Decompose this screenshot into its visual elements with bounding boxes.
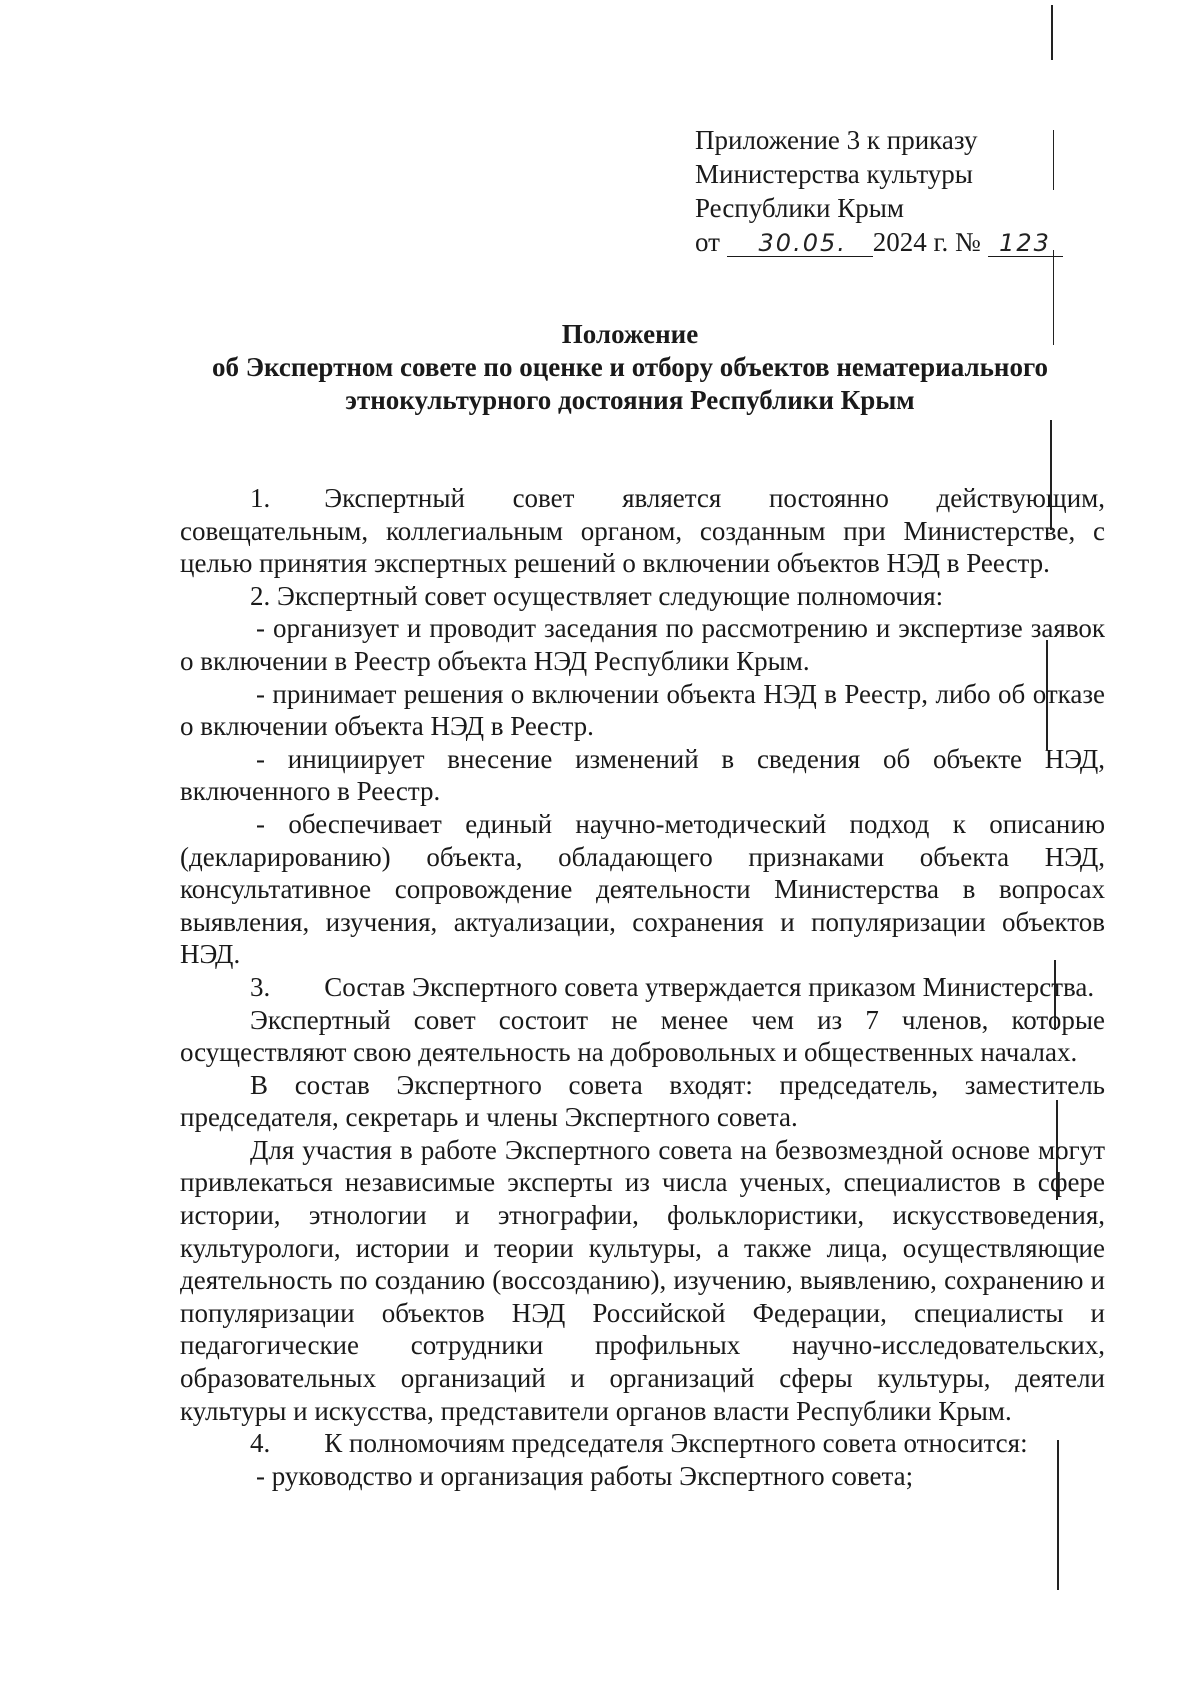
list-item: - инициирует внесение изменений в сведения об объекте НЭД, включенного в Реестр.	[180, 743, 1105, 807]
appendix-line: Республики Крым	[695, 193, 904, 223]
list-item: - обеспечивает единый научно-методический подход к описанию (декларированию) объекта, обладающего признаками объекта НЭД, консультативное сопровождение деятельности Министерства в вопросах выявления, изучения, актуализации, сохранения и популяризации объектов НЭД.	[180, 808, 1105, 970]
title-line: Положение	[561, 319, 699, 349]
appendix-line: Министерства культуры	[695, 159, 973, 189]
list-item: - руководство и организация работы Экспертного совета;	[256, 1460, 914, 1491]
order-year-number-label: 2024 г. №	[872, 227, 981, 257]
appendix-line: Приложение 3 к приказу	[695, 125, 978, 155]
paragraph: В состав Экспертного совета входят: председатель, заместитель председателя, секретарь и члены Экспертного совета.	[180, 1069, 1105, 1133]
paragraph: 4. К полномочиям председателя Экспертного совета относится:	[250, 1428, 1028, 1459]
paragraph: Для участия в работе Экспертного совета на безвозмездной основе могут привлекаться независимые эксперты из числа ученых, специалистов в сфере истории, этнологии и этнографии, фольклористики, искусствоведения, культурологи, истории и теории культуры, а также лица, осуществляющие деятельность по созданию (воссозданию), изучению, выявлению, сохранению и популяризации объектов НЭД Российской Федерации, специалисты и педагогические сотрудники профильных научно-исследовательских, образовательных организаций и организаций сферы культуры, деятели культуры и искусства, представители органов власти Республики Крым.	[180, 1134, 1105, 1426]
paragraph: 3. Состав Экспертного совета утверждается приказом Министерства.	[250, 971, 1095, 1002]
date-prefix: от	[695, 227, 720, 257]
paragraph: 1. Экспертный совет является постоянно действующим, совещательным, коллегиальным органом, созданным при Министерстве, с целью принятия экспертных решений о включении объектов НЭД в Реестр.	[180, 483, 1105, 579]
document-body	[180, 482, 1105, 1492]
appendix-header	[695, 123, 1115, 259]
list-item: - организует и проводит заседания по рассмотрению и экспертизе заявок о включении в Реестр объекта НЭД Республики Крым.	[180, 613, 1105, 676]
handwritten-order-number: 123	[988, 230, 1063, 257]
scan-artifact-line	[1051, 5, 1053, 60]
title-line: этнокультурного достояния Республики Крым	[345, 385, 915, 415]
order-date-line	[695, 225, 1115, 259]
paragraph: Экспертный совет состоит не менее чем из 7 членов, которые осуществляют свою деятельность на добровольных и общественных началах.	[180, 1004, 1105, 1068]
document-title	[180, 318, 1080, 417]
list-item: - принимает решения о включении объекта НЭД в Реестр, либо об отказе о включении объекта НЭД в Реестр.	[180, 678, 1105, 742]
paragraph: 2. Экспертный совет осуществляет следующие полномочия:	[250, 580, 944, 611]
title-line: об Экспертном совете по оценке и отбору объектов нематериального	[211, 352, 1049, 382]
handwritten-date: 30.05.	[727, 230, 873, 257]
